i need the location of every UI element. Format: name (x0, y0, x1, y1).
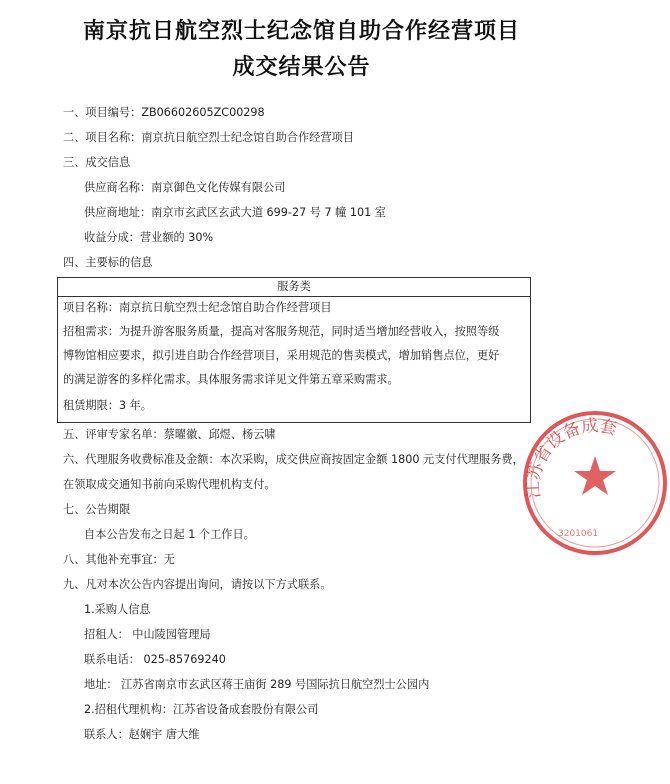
seal-star-icon (574, 456, 616, 495)
project-name: 二、项目名称：南京抗日航空烈士纪念馆自助合作经营项目 (63, 131, 354, 144)
supplier-address: 供应商地址：南京市玄武区玄武大道 699-27 号 7 幢 101 室 (84, 206, 386, 219)
purchaser-address: 地址： 江苏省南京市玄武区蒋王庙街 289 号国际抗日航空烈士公园内 (84, 678, 430, 691)
purchaser-phone: 联系电话： 025-85769240 (84, 653, 226, 666)
seal-text: 江苏省设备成套 (523, 415, 619, 499)
table-requirement-line1: 招租需求：为提升游客服务质量，提高对客服务规范，同时适当增加经营收入，按照等级 (63, 325, 500, 338)
agent-heading: 2.招租代理机构：江苏省设备成套股份有限公司 (84, 703, 319, 716)
contact-heading: 九、凡对本次公告内容提出询问，请按以下方式联系。 (63, 578, 332, 591)
notice-period-text: 自本公告发布之日起 1 个工作日。 (84, 528, 255, 541)
purchaser-heading: 1.采购人信息 (84, 603, 151, 616)
expert-list: 五、评审专家名单：蔡曜徽、邱煜、杨云啸 (63, 428, 276, 441)
agency-fee-line2: 在领取成交通知书前向采购代理机构支付。 (63, 478, 276, 491)
table-requirement-line2: 博物馆相应要求，拟引进自助合作经营项目，采用规范的售卖模式，增加销售点位，更好 (63, 349, 500, 362)
agent-contacts: 联系人：赵娴宇 唐大维 (84, 728, 200, 741)
main-subject-heading: 四、主要标的信息 (63, 256, 153, 269)
announcement-title-line2: 成交结果公告 (232, 54, 371, 80)
notice-period-heading: 七、公告期限 (63, 503, 131, 516)
official-seal (520, 408, 670, 558)
table-requirement-line3: 的满足游客的多样化需求。具体服务需求详见文件第五章采购需求。 (63, 373, 399, 386)
other-matters: 八、其他补充事宜：无 (63, 553, 175, 566)
deal-info-heading: 三、成交信息 (63, 156, 131, 169)
purchaser-name: 招租人： 中山陵园管理局 (84, 628, 211, 641)
announcement-title-line1: 南京抗日航空烈士纪念馆自助合作经营项目 (82, 18, 520, 44)
table-project-name: 项目名称：南京抗日航空烈士纪念馆自助合作经营项目 (63, 301, 332, 314)
table-header: 服务类 (58, 278, 530, 297)
table-lease-term: 租赁期限：3 年。 (63, 399, 152, 412)
subject-table (57, 277, 531, 423)
agency-fee-line1: 六、代理服务收费标准及金额：本次采购，成交供应商按固定金额 1800 元支付代理服务费， (63, 453, 524, 466)
supplier-name: 供应商名称：南京御色文化传媒有限公司 (84, 181, 286, 194)
seal-number: 3201061 (558, 529, 599, 539)
project-number: 一、项目编号：ZB06602605ZC00298 (63, 106, 265, 119)
revenue-share: 收益分成：营业额的 30% (84, 231, 214, 244)
